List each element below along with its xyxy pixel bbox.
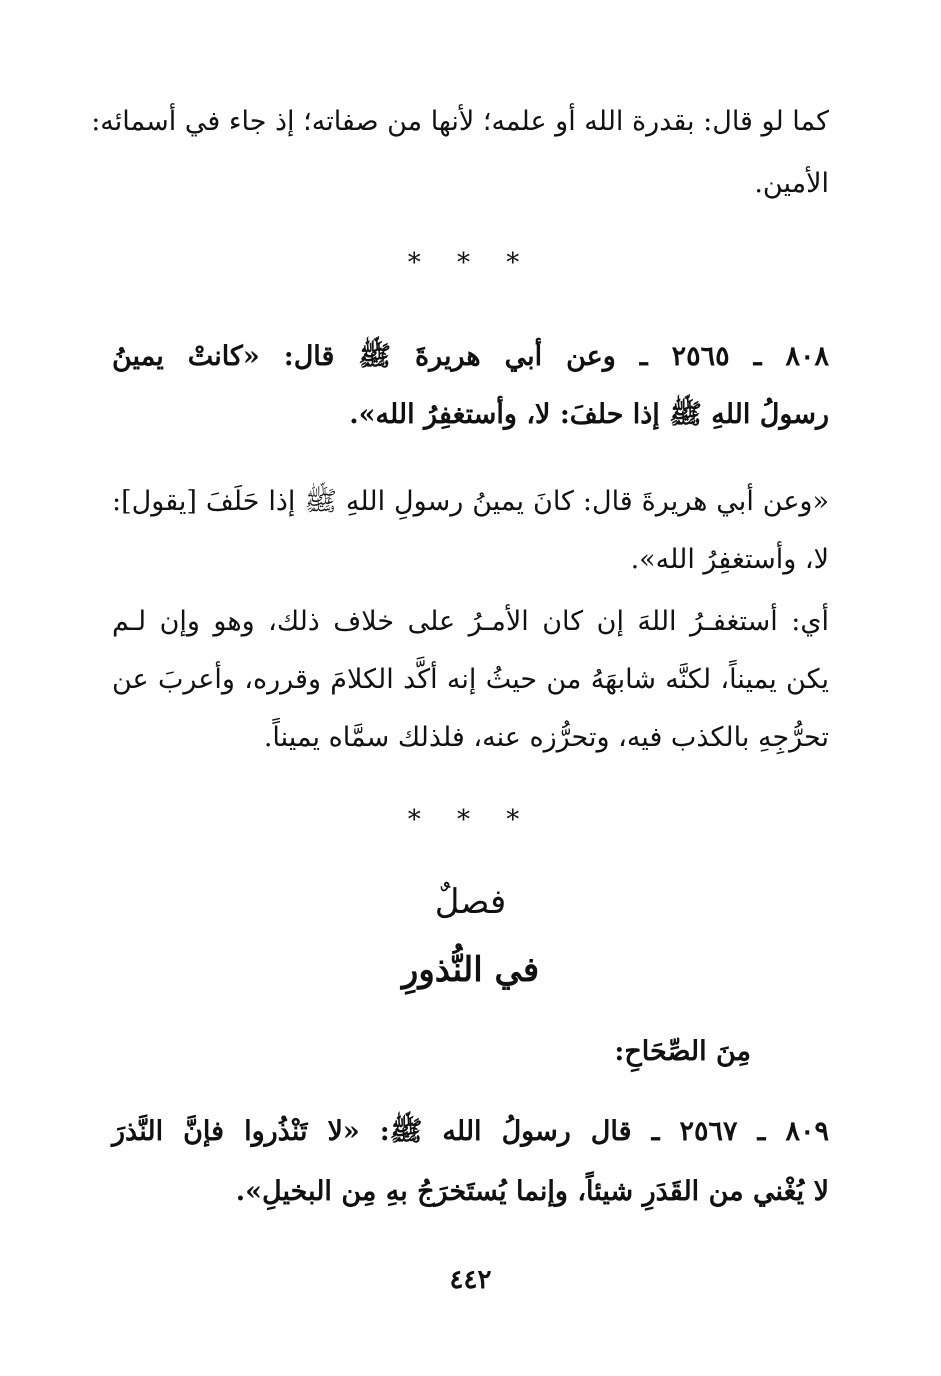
hadith-809-line-1: ٨٠٩ ـ ٢٥٦٧ ـ قال رسولُ الله ﷺ: «لا تَنْذُروا فإنَّ النَّذرَ [112, 1116, 829, 1147]
subheading: مِنَ الصِّحَاحِ: [614, 1036, 751, 1067]
intro-line-2: الأمين. [754, 168, 829, 199]
commentary-line-3: تحرُّجِهِ بالكذب فيه، وتحرُّزه عنه، فلذلك سمَّاه يميناً. [263, 722, 829, 753]
quote-line-2: لا، وأستغفِرُ الله». [630, 544, 829, 575]
hadith-808-line-1: ٨٠٨ ـ ٢٥٦٥ ـ وعن أبي هريرةَ ﷺ قال: «كانتْ يمينُ [112, 341, 829, 372]
hadith-808-line-2: رسولُ اللهِ ﷺ إذا حلفَ: لا، وأستغفِرُ الله». [349, 399, 829, 430]
intro-line-1: كما لو قال: بقدرة الله أو علمه؛ لأنها من صفاته؛ إذ جاء في أسمائه: [91, 106, 829, 137]
section-separator: * * * [407, 805, 534, 835]
commentary-line-1: أي: أستغفـرُ اللهَ إن كان الأمـرُ على خلاف ذلك، وهو وإن لـم [112, 606, 829, 637]
hadith-809-line-2: لا يُغْني من القَدَرِ شيئاً، وإنما يُستَخرَجُ بهِ مِن البخيلِ». [235, 1176, 829, 1207]
commentary-line-2: يكن يميناً، لكنَّه شابهَهُ من حيثُ إنه أكَّد الكلامَ وقرره، وأعربَ عن [112, 664, 829, 695]
page-number: ٤٤٢ [449, 1265, 492, 1295]
quote-line-1: «وعن أبي هريرةَ قال: كانَ يمينُ رسولِ اللهِ ﷺ إذا حَلَفَ [يقول]: [112, 486, 829, 517]
section-separator: * * * [407, 248, 534, 278]
chapter-title: في النُّذورِ [401, 950, 540, 990]
chapter-label: فصلٌ [434, 882, 507, 922]
